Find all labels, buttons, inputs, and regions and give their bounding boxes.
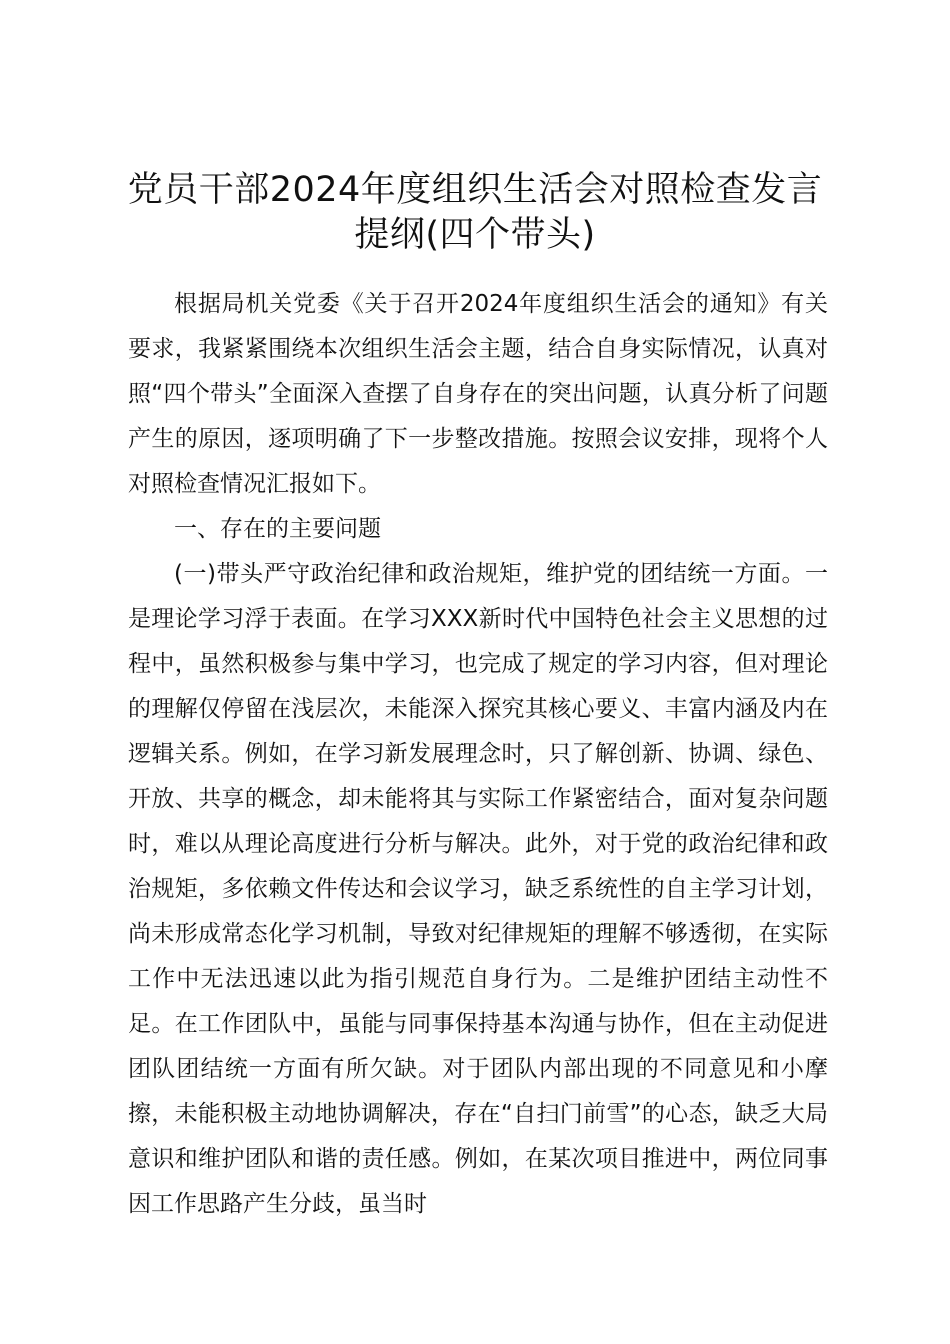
document-title: 党员干部2024年度组织生活会对照检查发言提纲(四个带头) [127, 170, 823, 255]
section-heading-main-problems: 一、存在的主要问题 [174, 516, 381, 542]
body-paragraph: (一)带头严守政治纪律和政治规矩，维护党的团结统一方面。一是理论学习浮于表面。在学习XXX新时代中国特色社会主义思想的过程中，虽然积极参与集中学习，也完成了规定的学习内容，但对理论的理解仅停留在浅层次，未能深入探究其核心要义、丰富内涵及内在逻辑关系。例如，在学习新发展理念时，只了解创新、协调、绿色、开放、共享的概念，却未能将其与实际工作紧密结合，面对复杂问题时，难以从理论高度进行分析与解决。此外，对于党的政治纪律和政治规矩，多依赖文件传达和会议学习，缺乏系统性的自主学习计划，尚未形成常态化学习机制，导致对纪律规矩的理解不够透彻，在实际工作中无法迅速以此为指引规范自身行为。二是维护团结主动性不足。在工作团队中，虽能与同事保持基本沟通与协作，但在主动促进团队团结统一方面有所欠缺。对于团队内部出现的不同意见和小摩擦，未能积极主动地协调解决，存在“自扫门前雪”的心态，缺乏大局意识和维护团队和谐的责任感。例如，在某次项目推进中，两位同事因工作思路产生分歧，虽当时 [128, 561, 828, 1217]
intro-paragraph: 根据局机关党委《关于召开2024年度组织生活会的通知》有关要求，我紧紧围绕本次组织生活会主题，结合自身实际情况，认真对照“四个带头”全面深入查摆了自身存在的突出问题，认真分析了问题产生的原因，逐项明确了下一步整改措施。按照会议安排，现将个人对照检查情况汇报如下。 [128, 291, 828, 497]
document-body [128, 282, 828, 1227]
